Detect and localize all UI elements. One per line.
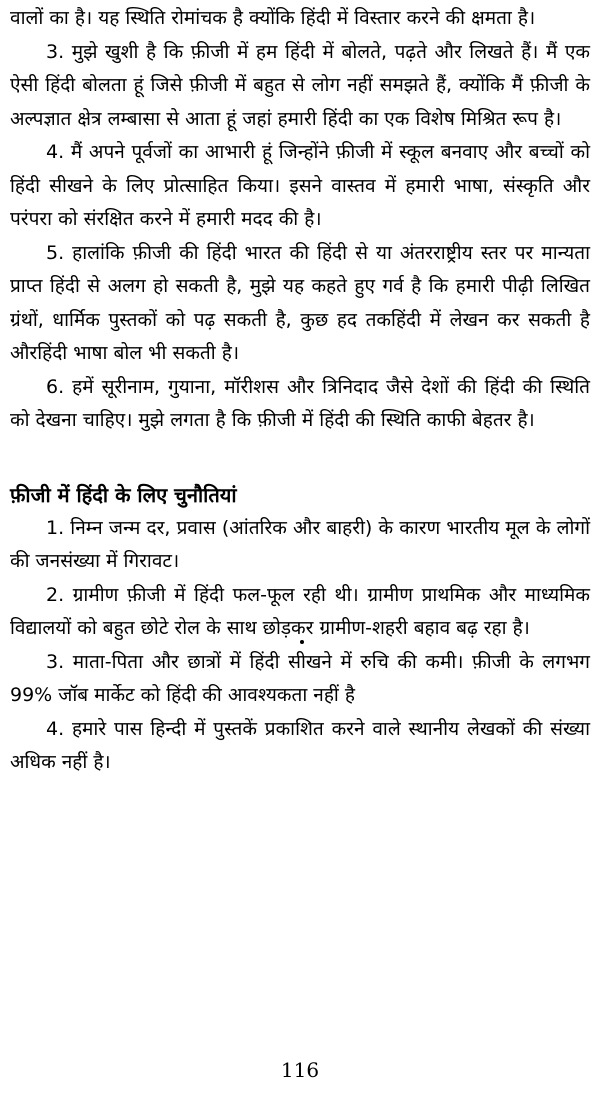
challenge-point-1: 1. निम्न जन्म दर, प्रवास (आंतरिक और बाहरी) के कारण भारतीय मूल के लोगों की जनसंख्या में गिरावट। [10, 516, 590, 572]
paragraph-point-6: 6. हमें सूरीनाम, गुयाना, मॉरीशस और त्रिनिदाद जैसे देशों की हिंदी की स्थिति को देखना चाहिए। मुझे लगता है कि फ़ीजी में हिंदी की स्थिति काफी बेहतर है। [10, 375, 590, 431]
paragraph-point-3: 3. मुझे खुशी है कि फ़ीजी में हम हिंदी में बोलते, पढ़ते और लिखते हैं। मैं एक ऐसी हिंदी बोलता हूं जिसे फ़ीजी में बहुत से लोग नहीं समझते हैं, क्योंकि मैं फ़ीजी के अल्पज्ञात क्षेत्र लम्बासा से आता हूं जहां हमारी हिंदी का एक विशेष मिश्रित रूप है। [10, 40, 590, 130]
section-spacer [10, 438, 590, 478]
paragraph-point-5: 5. हालांकि फ़ीजी की हिंदी भारत की हिंदी से या अंतरराष्ट्रीय स्तर पर मान्यता प्राप्त हिंदी से अलग हो सकती है, मुझे यह कहते हुए गर्व है कि हमारी पीढ़ी लिखित ग्रंथों, धार्मिक पुस्तकों को पढ़ सकती है, कुछ हद तकहिंदी में लेखन कर सकती है औरहिंदी भाषा बोल भी सकती है। [10, 241, 590, 364]
section-heading: फ़ीजी में हिंदी के लिए चुनौतियां [10, 482, 237, 507]
page-body [10, 2, 590, 780]
challenge-point-3: 3. माता-पिता और छात्रों में हिंदी सीखने में रुचि की कमी। फ़ीजी के लगभग 99% जॉब मार्केट को हिंदी की आवश्यकता नहीं है [10, 650, 590, 706]
paragraph-continuation: वालों का है। यह स्थिति रोमांचक है क्योंकि हिंदी में विस्तार करने की क्षमता है। [10, 7, 536, 29]
paragraph-point-4: 4. मैं अपने पूर्वजों का आभारी हूं जिन्होंने फ़ीजी में स्कूल बनवाए और बच्चों को हिंदी सीखने के लिए प्रोत्साहित किया। इसने वास्तव में हमारी भाषा, संस्कृति और परंपरा को संरक्षित करने में हमारी मदद की है। [10, 141, 590, 230]
stray-dot-mark [300, 640, 304, 644]
page-number: 116 [280, 1058, 320, 1082]
challenge-point-4: 4. हमारे पास हिन्दी में पुस्तकें प्रकाशित करने वाले स्थानीय लेखकों की संख्या अधिक नहीं है। [10, 717, 590, 773]
challenge-point-2: 2. ग्रामीण फ़ीजी में हिंदी फल-फूल रही थी। ग्रामीण प्राथमिक और माध्यमिक विद्यालयों को बहुत छोटे रोल के साथ छोड़कर ग्रामीण-शहरी बहाव बढ़ रहा है। [10, 583, 590, 639]
